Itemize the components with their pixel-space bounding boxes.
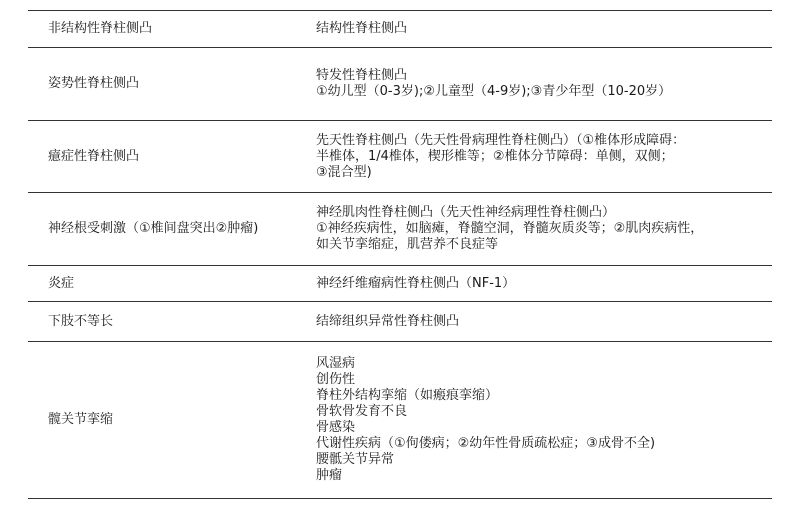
cell-line: 脊柱外结构挛缩（如瘢痕挛缩） — [316, 388, 499, 403]
cell-line: ①幼儿型（0-3岁);②儿童型（4-9岁);③青少年型（10-20岁） — [316, 84, 672, 99]
row-right-cell — [304, 342, 772, 498]
cell-line: ①神经疾病性，如脑瘫，脊髓空洞，脊髓灰质炎等；②肌肉疾病性， — [316, 221, 704, 236]
row-right-cell — [304, 193, 772, 265]
cell-line: 肿瘤 — [316, 468, 343, 483]
header-structural-label: 结构性脊柱侧凸 — [316, 21, 408, 36]
header-structural — [304, 11, 772, 47]
table-header-row — [28, 11, 772, 48]
row-left-cell: 神经根受刺激（①椎间盘突出②肿瘤) — [48, 221, 259, 236]
table-row — [28, 302, 772, 342]
header-nonstructural: 非结构性脊柱侧凸 — [48, 21, 153, 36]
cell-line: 神经肌肉性脊柱侧凸（先天性神经病理性脊柱侧凸） — [316, 205, 616, 220]
row-left-cell: 姿势性脊柱侧凸 — [48, 76, 140, 91]
row-right-cell — [304, 302, 772, 341]
row-left-cell: 髋关节挛缩 — [48, 412, 114, 427]
cell-line: 骨感染 — [316, 420, 356, 435]
table-row — [28, 266, 772, 302]
cell-line: 腰骶关节异常 — [316, 452, 395, 467]
scoliosis-classification-table — [28, 10, 772, 499]
table-row — [28, 342, 772, 499]
table-row — [28, 48, 772, 121]
cell-line: 特发性脊柱侧凸 — [316, 68, 408, 83]
cell-line: ③混合型) — [316, 164, 372, 180]
row-left-cell: 癔症性脊柱侧凸 — [48, 148, 140, 164]
row-right-cell — [304, 266, 772, 301]
table-row — [28, 193, 772, 266]
row-left-cell: 炎症 — [48, 275, 75, 291]
cell-line: 半椎体，1/4椎体，楔形椎等；②椎体分节障碍：单侧，双侧； — [316, 148, 674, 164]
cell-line: 结缔组织异常性脊柱侧凸 — [316, 313, 460, 329]
row-right-cell — [304, 121, 772, 192]
cell-line: 骨软骨发育不良 — [316, 404, 408, 419]
cell-line: 代谢性疾病（①佝偻病；②幼年性骨质疏松症；③成骨不全) — [316, 436, 656, 451]
table-row — [28, 121, 772, 193]
cell-line: 神经纤维瘤病性脊柱侧凸（NF-1） — [316, 275, 516, 291]
row-right-cell — [304, 48, 772, 120]
row-left-cell: 下肢不等长 — [48, 313, 114, 329]
cell-line: 创伤性 — [316, 372, 356, 387]
cell-line: 先天性脊柱侧凸（先天性骨病理性脊柱侧凸）（①椎体形成障碍： — [316, 132, 686, 148]
cell-line: 如关节挛缩症，肌营养不良症等 — [316, 237, 499, 252]
cell-line: 风湿病 — [316, 356, 356, 371]
